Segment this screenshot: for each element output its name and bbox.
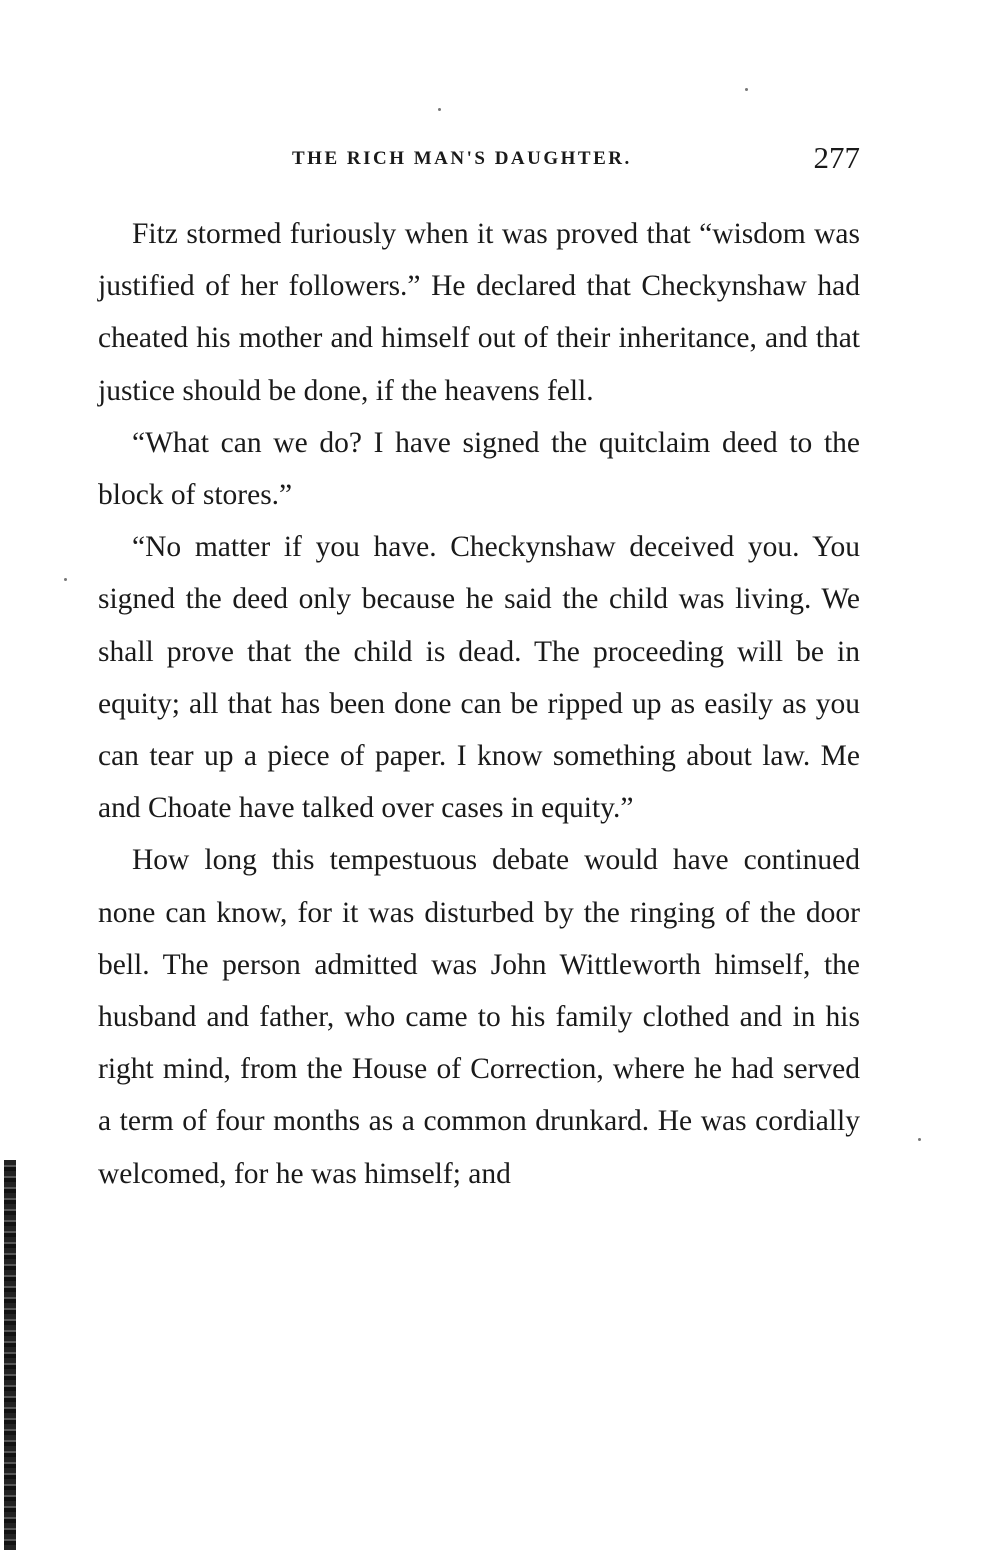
page-number: 277 bbox=[813, 140, 860, 175]
paper-speck bbox=[438, 108, 441, 111]
paper-speck bbox=[918, 1138, 921, 1141]
body-text bbox=[98, 208, 860, 1200]
paragraph: Fitz stormed furiously when it was proved that “wisdom was justified of her followers.” He declared that Checkynshaw had cheated his mother and himself out of their inheritance, and that justice should be done, if the heavens fell. bbox=[98, 218, 860, 407]
paragraph: “No matter if you have. Checkynshaw deceived you. You signed the deed only because he said the child was living. We shall prove that the child is dead. The proceeding will be in equity; all that has been done can be ripped up as easily as you can tear up a piece of paper. I know something about law. Me and Choate have talked over cases in equity.” bbox=[98, 531, 860, 825]
running-head bbox=[98, 140, 860, 180]
binding-edge bbox=[4, 1160, 16, 1550]
paragraph: How long this tempestuous debate would have continued none can know, for it was disturbed by the ringing of the door bell. The person admitted was John Wittleworth himself, the husband and father, who came to his family clothed and in his right mind, from the House of Correction, where he had served a term of four months as a common drunkard. He was cordially welcomed, for he was himself; and bbox=[98, 844, 860, 1190]
paper-speck bbox=[64, 578, 67, 581]
paper-speck bbox=[745, 88, 748, 91]
paragraph: “What can we do? I have signed the quitclaim deed to the block of stores.” bbox=[98, 426, 860, 512]
running-title: THE RICH MAN'S DAUGHTER. bbox=[292, 148, 632, 169]
